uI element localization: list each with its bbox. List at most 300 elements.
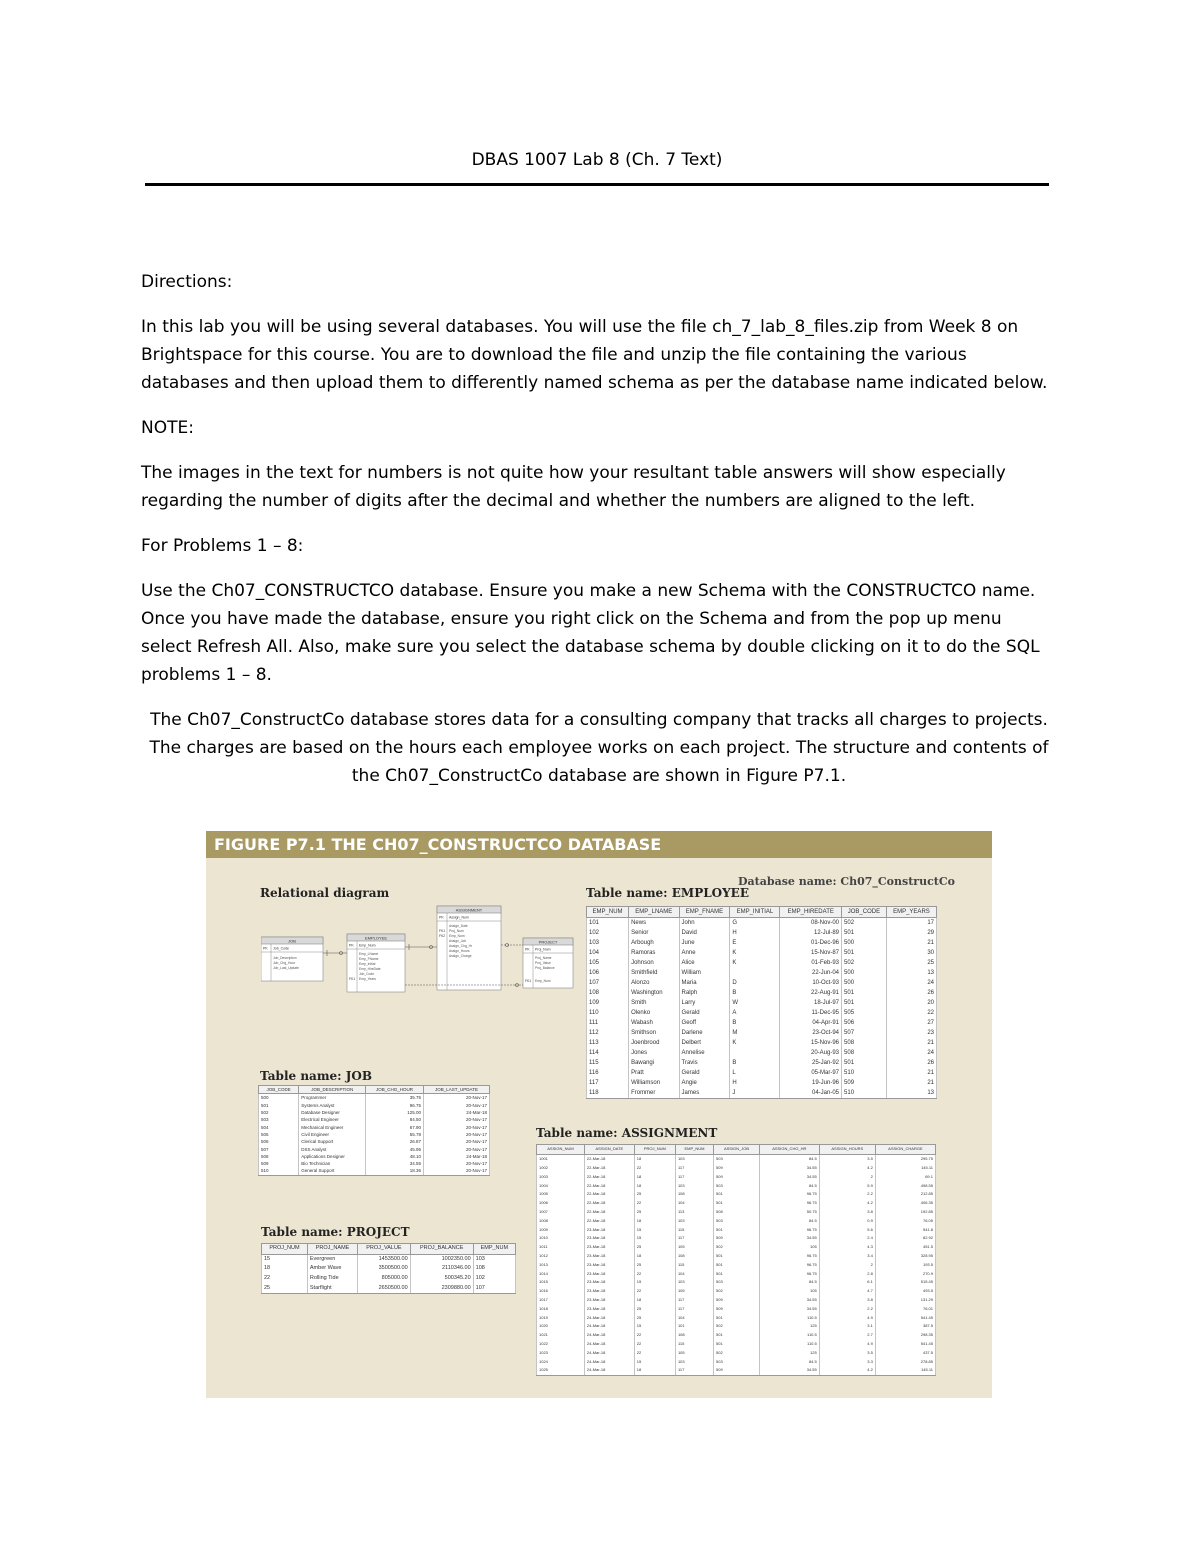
assignment-cell: 503 [714, 1181, 760, 1190]
employee-cell: 22-Jun-04 [780, 968, 842, 978]
assignment-cell: 113 [675, 1208, 713, 1217]
assignment-cell: 103 [675, 1357, 713, 1366]
assignment-column-header: ASSIGN_DATE [584, 1145, 634, 1155]
employee-cell: 21 [886, 1038, 936, 1048]
assignment-cell: 84.5 [759, 1216, 819, 1225]
employee-field: Emp_Years [359, 977, 376, 981]
assignment-cell: 25 [634, 1208, 675, 1217]
assignment-cell: 515.45 [875, 1278, 935, 1287]
employee-cell: 08-Nov-00 [780, 918, 842, 929]
employee-row [587, 1018, 937, 1028]
employee-cell: Olenko [629, 1008, 679, 1018]
employee-cell: Johnson [629, 958, 679, 968]
assignment-cell: 1005 [537, 1190, 585, 1199]
assignment-cell: 22-Mar-18 [584, 1164, 634, 1173]
job-cell: 26.87 [366, 1138, 424, 1145]
employee-cell: 500 [842, 978, 887, 988]
job-cell: Civil Engineer [299, 1131, 366, 1138]
assignment-cell: 18 [634, 1296, 675, 1305]
assignment-cell: 115 [675, 1340, 713, 1349]
assignment-cell: 117 [675, 1366, 713, 1375]
job-cell: 20-Nov-17 [423, 1160, 489, 1167]
assignment-cell: 509 [714, 1304, 760, 1313]
employee-cell: Delbert [679, 1038, 730, 1048]
assignment-cell: 3.5 [819, 1154, 875, 1163]
job-entity-name: JOB [288, 938, 296, 944]
assignment-cell: 2.4 [819, 1234, 875, 1243]
assignment-column-header: ASSIGN_CHG_HR [759, 1145, 819, 1155]
employee-row [587, 1008, 937, 1018]
project-cell: Evergreen [307, 1254, 357, 1264]
assignment-cell: 117 [675, 1304, 713, 1313]
assignment-field: Assign_Charge [449, 954, 472, 958]
project-table-label: Table name: PROJECT [261, 1225, 410, 1239]
assignment-cell: 22-Mar-18 [584, 1199, 634, 1208]
employee-cell: 116 [587, 1068, 629, 1078]
employee-cell: W [730, 998, 780, 1008]
employee-cell: 105 [587, 958, 629, 968]
assignment-row [537, 1252, 936, 1261]
directions-paragraph: In this lab you will be using several databases. You will use the file ch_7_lab_8_files.zip from Week 8 on Brightspace for this course. You are to download the file and unzip the file containing the various databases and then upload them to differently named schema as per the database name indicated below. [141, 317, 1048, 393]
assignment-cell: 22 [634, 1340, 675, 1349]
employee-column-header: EMP_LNAME [629, 907, 679, 918]
employee-cell: 109 [587, 998, 629, 1008]
assignment-cell: 509 [714, 1296, 760, 1305]
assignment-cell: 25 [634, 1190, 675, 1199]
assignment-cell: 3.1 [819, 1322, 875, 1331]
assignment-row [537, 1296, 936, 1305]
assignment-row [537, 1278, 936, 1287]
employee-column-header: EMP_NUM [587, 907, 629, 918]
employee-cell: 15-Nov-87 [780, 948, 842, 958]
assignment-cell: 1021 [537, 1331, 585, 1340]
job-cell: Applications Designer [299, 1153, 366, 1160]
project-cell: 18 [262, 1264, 308, 1274]
assignment-cell: 22-Mar-18 [584, 1216, 634, 1225]
employee-cell: 29 [886, 928, 936, 938]
assignment-cell: 23-Mar-18 [584, 1296, 634, 1305]
job-row [259, 1116, 490, 1123]
assignment-cell: 125 [759, 1348, 819, 1357]
assignment-cell: 18 [634, 1366, 675, 1375]
project-column-header: PROJ_NUM [262, 1244, 308, 1255]
employee-cell: John [679, 918, 730, 929]
employee-cell: 20-Aug-93 [780, 1048, 842, 1058]
assignment-cell: 34.55 [759, 1296, 819, 1305]
assignment-cell: 103 [675, 1216, 713, 1225]
assignment-cell: 541.8 [875, 1225, 935, 1234]
employee-cell: 108 [587, 988, 629, 998]
employee-cell: 501 [842, 998, 887, 1008]
employee-cell: 26 [886, 1058, 936, 1068]
employee-cell: K [730, 1038, 780, 1048]
assignment-cell: 437.5 [875, 1348, 935, 1357]
assignment-cell: 503 [714, 1216, 760, 1225]
assignment-entity [437, 906, 501, 990]
problems-paragraph: Use the Ch07_CONSTRUCTCO database. Ensure you make a new Schema with the CONSTRUCTCO name. Once you have made the database, ensure you right click on the Schema and from the pop up menu select Refresh All. Also, make sure you select the database schema by double clicking on it to do the SQL problems 1 – 8. [141, 581, 1040, 685]
job-pk-field: Job_Code [273, 946, 289, 951]
employee-cell: Bawangi [629, 1058, 679, 1068]
job-cell: General Support [299, 1167, 366, 1175]
job-row [259, 1109, 490, 1116]
employee-cell: 21 [886, 1068, 936, 1078]
assignment-row [537, 1199, 936, 1208]
employee-cell: Smithson [629, 1028, 679, 1038]
job-cell: 507 [259, 1145, 299, 1152]
assignment-cell: 104 [675, 1199, 713, 1208]
employee-pk-key: PK [349, 943, 354, 948]
project-row [262, 1254, 516, 1264]
employee-cell: 01-Feb-93 [780, 958, 842, 968]
employee-cell: 501 [842, 948, 887, 958]
job-row [259, 1167, 490, 1175]
assignment-cell: 2.2 [819, 1190, 875, 1199]
project-cell: 108 [473, 1264, 515, 1274]
employee-cell: 19-Jun-96 [780, 1078, 842, 1088]
assignment-column-header: EMP_NUM [675, 1145, 713, 1155]
job-row [259, 1145, 490, 1152]
assignment-cell: 1006 [537, 1199, 585, 1208]
assignment-cell: 22 [634, 1199, 675, 1208]
assignment-cell: 23-Mar-18 [584, 1287, 634, 1296]
assignment-cell: 131.29 [875, 1296, 935, 1305]
assignment-column-header: ASSIGN_HOURS [819, 1145, 875, 1155]
assignment-cell: 1008 [537, 1216, 585, 1225]
project-row [262, 1274, 516, 1284]
assignment-cell: 117 [675, 1164, 713, 1173]
employee-cell: 103 [587, 938, 629, 948]
assignment-cell: 23-Mar-18 [584, 1243, 634, 1252]
assignment-cell: 105 [759, 1243, 819, 1252]
employee-cell: 505 [842, 1008, 887, 1018]
employee-cell: William [679, 968, 730, 978]
assignment-cell: 509 [714, 1172, 760, 1181]
job-column-header: JOB_CHG_HOUR [366, 1086, 424, 1094]
employee-cell: Angie [679, 1078, 730, 1088]
employee-cell: James [679, 1088, 730, 1099]
employee-cell: 17 [886, 918, 936, 929]
project-cell: 3500500.00 [358, 1264, 411, 1274]
employee-cell: Gerald [679, 1068, 730, 1078]
assignment-cell: 502 [714, 1322, 760, 1331]
assignment-row [537, 1357, 936, 1366]
project-table [261, 1243, 516, 1294]
job-field: Job_Chg_Hour [273, 961, 296, 965]
job-cell: 20-Nov-17 [423, 1116, 489, 1123]
job-cell: 504 [259, 1123, 299, 1130]
employee-cell: Larry [679, 998, 730, 1008]
assignment-cell: 6.1 [819, 1278, 875, 1287]
employee-cell: Annelise [679, 1048, 730, 1058]
employee-row [587, 1068, 937, 1078]
job-cell: 48.10 [366, 1153, 424, 1160]
employee-cell: 509 [842, 1078, 887, 1088]
employee-cell: 508 [842, 1038, 887, 1048]
assignment-column-header: ASSIGN_CHARGE [875, 1145, 935, 1155]
employee-cell: Maria [679, 978, 730, 988]
employee-cell: Frommer [629, 1088, 679, 1099]
employee-cell: 21 [886, 938, 936, 948]
employee-cell: 117 [587, 1078, 629, 1088]
assignment-cell: 25 [634, 1243, 675, 1252]
job-cell: 20-Nov-17 [423, 1138, 489, 1145]
project-fk-key: FK1 [525, 979, 532, 983]
assignment-cell: 328.95 [875, 1252, 935, 1261]
assignment-cell: 5.6 [819, 1225, 875, 1234]
directions-heading: Directions: [141, 272, 233, 292]
job-table-label: Table name: JOB [260, 1069, 373, 1083]
assignment-row [537, 1190, 936, 1199]
employee-cell: 111 [587, 1018, 629, 1028]
project-column-header: PROJ_BALANCE [410, 1244, 473, 1255]
employee-cell: J [730, 1088, 780, 1099]
assignment-cell: 108 [675, 1331, 713, 1340]
employee-cell: 04-Apr-91 [780, 1018, 842, 1028]
job-cell: 34.55 [366, 1160, 424, 1167]
assignment-cell: 15 [634, 1357, 675, 1366]
job-cell: DSS Analyst [299, 1145, 366, 1152]
assignment-cell: 501 [714, 1313, 760, 1322]
employee-cell: 18-Jul-97 [780, 998, 842, 1008]
employee-field: Emp_Initial [359, 962, 376, 966]
job-cell: 67.90 [366, 1123, 424, 1130]
job-field: Job_Description [273, 956, 297, 960]
employee-cell: H [730, 928, 780, 938]
employee-pk-field: Emp_Num [359, 943, 376, 948]
project-cell: Rolling Tide [307, 1274, 357, 1284]
assignment-cell: 22-Mar-18 [584, 1154, 634, 1163]
employee-cell: B [730, 1058, 780, 1068]
project-entity [523, 938, 573, 988]
employee-cell: 114 [587, 1048, 629, 1058]
assignment-cell: 501 [714, 1260, 760, 1269]
assignment-cell: 406.35 [875, 1199, 935, 1208]
assignment-cell: 541.45 [875, 1313, 935, 1322]
assignment-cell: 501 [714, 1331, 760, 1340]
assignment-cell: 2 [819, 1260, 875, 1269]
project-column-header: EMP_NUM [473, 1244, 515, 1255]
assignment-cell: 84.5 [759, 1357, 819, 1366]
employee-cell: 30 [886, 948, 936, 958]
assignment-cell: 3.3 [819, 1357, 875, 1366]
assignment-cell: 23-Mar-18 [584, 1234, 634, 1243]
employee-cell: Darlene [679, 1028, 730, 1038]
assignment-cell: 104 [675, 1269, 713, 1278]
figure-title: FIGURE P7.1 THE CH07_CONSTRUCTCO DATABASE [206, 831, 992, 858]
assignment-cell: 25 [634, 1313, 675, 1322]
job-cell: Electrical Engineer [299, 1116, 366, 1123]
employee-row [587, 998, 937, 1008]
assignment-cell: 84.5 [759, 1181, 819, 1190]
assignment-cell: 18 [634, 1216, 675, 1225]
assignment-cell: 22-Mar-18 [584, 1172, 634, 1181]
assignment-entity-name: ASSIGNMENT [455, 907, 483, 913]
assignment-cell: 502 [714, 1287, 760, 1296]
assignment-cell: 509 [714, 1234, 760, 1243]
assignment-cell: 103 [675, 1154, 713, 1163]
assignment-cell: 34.55 [759, 1366, 819, 1375]
employee-cell: D [730, 978, 780, 988]
assignment-cell: 1011 [537, 1243, 585, 1252]
assignment-cell: 84.5 [759, 1278, 819, 1287]
employee-cell: Geoff [679, 1018, 730, 1028]
employee-cell: 13 [886, 1088, 936, 1099]
assignment-cell: 103 [675, 1181, 713, 1190]
assignment-row [537, 1225, 936, 1234]
employee-table [586, 906, 937, 1099]
assignment-cell: 76.05 [875, 1216, 935, 1225]
job-cell: 510 [259, 1167, 299, 1175]
assignment-cell: 145.11 [875, 1366, 935, 1375]
assignment-cell: 541.45 [875, 1340, 935, 1349]
assignment-cell: 34.55 [759, 1172, 819, 1181]
assignment-cell: 110.5 [759, 1331, 819, 1340]
employee-cell: News [629, 918, 679, 929]
assignment-cell: 2.7 [819, 1331, 875, 1340]
assignment-cell: 82.92 [875, 1234, 935, 1243]
job-cell: 84.50 [366, 1116, 424, 1123]
employee-cell: Alice [679, 958, 730, 968]
employee-row [587, 1058, 937, 1068]
assignment-cell: 24-Mar-18 [584, 1357, 634, 1366]
project-pk-field: Proj_Num [535, 947, 551, 952]
assignment-cell: 498.55 [875, 1181, 935, 1190]
employee-row [587, 1028, 937, 1038]
assignment-cell: 3.8 [819, 1208, 875, 1217]
assignment-cell: 1016 [537, 1287, 585, 1296]
job-row [259, 1138, 490, 1145]
assignment-pk-field: Assign_Num [449, 915, 469, 920]
employee-cell: Smith [629, 998, 679, 1008]
project-cell: 2110346.00 [410, 1264, 473, 1274]
employee-row [587, 1088, 937, 1099]
assignment-cell: 24-Mar-18 [584, 1340, 634, 1349]
assignment-cell: 1014 [537, 1269, 585, 1278]
employee-cell: 22 [886, 1008, 936, 1018]
assignment-cell: 501 [714, 1252, 760, 1261]
assignment-cell: 5.9 [819, 1181, 875, 1190]
assignment-row [537, 1243, 936, 1252]
assignment-cell: 508 [714, 1208, 760, 1217]
header-rule [145, 183, 1049, 186]
job-cell: 20-Nov-17 [423, 1094, 489, 1102]
assignment-cell: 22 [634, 1348, 675, 1357]
project-cell: 2650500.00 [358, 1283, 411, 1293]
assignment-cell: 117 [675, 1234, 713, 1243]
job-cell: 20-Nov-17 [423, 1167, 489, 1175]
employee-cell: 501 [842, 1058, 887, 1068]
assignment-cell: 50.75 [759, 1208, 819, 1217]
job-table [258, 1085, 490, 1176]
assignment-cell: 18 [634, 1252, 675, 1261]
assignment-cell: 22 [634, 1287, 675, 1296]
employee-cell: Arbough [629, 938, 679, 948]
assignment-cell: 278.85 [875, 1357, 935, 1366]
assignment-cell: 23-Mar-18 [584, 1269, 634, 1278]
assignment-cell: 15 [634, 1322, 675, 1331]
assignment-cell: 1017 [537, 1296, 585, 1305]
assignment-row [537, 1304, 936, 1313]
project-cell: Amber Wave [307, 1264, 357, 1274]
job-column-header: JOB_DESCRIPTION [299, 1086, 366, 1094]
assignment-row [537, 1287, 936, 1296]
assignment-cell: 1020 [537, 1322, 585, 1331]
assignment-cell: 34.55 [759, 1234, 819, 1243]
assignment-cell: 22-Mar-18 [584, 1208, 634, 1217]
assignment-cell: 1009 [537, 1225, 585, 1234]
assignment-cell: 295.75 [875, 1154, 935, 1163]
assignment-cell: 115 [675, 1260, 713, 1269]
project-column-header: PROJ_VALUE [358, 1244, 411, 1255]
employee-row [587, 968, 937, 978]
project-field: Emp_Num [535, 979, 551, 983]
job-cell: 501 [259, 1102, 299, 1109]
job-cell: 20-Nov-17 [423, 1123, 489, 1130]
assignment-row [537, 1331, 936, 1340]
assignment-cell: 501 [714, 1225, 760, 1234]
employee-row [587, 1038, 937, 1048]
employee-cell: Joenbrood [629, 1038, 679, 1048]
assignment-cell: 3.5 [819, 1348, 875, 1357]
employee-cell: G [730, 918, 780, 929]
project-cell: 25 [262, 1283, 308, 1293]
employee-cell: K [730, 958, 780, 968]
project-row [262, 1283, 516, 1293]
assignment-cell: 108 [675, 1252, 713, 1261]
assignment-cell: 3.8 [819, 1296, 875, 1305]
assignment-cell: 1007 [537, 1208, 585, 1217]
job-cell: 35.75 [366, 1094, 424, 1102]
assignment-cell: 18 [634, 1154, 675, 1163]
employee-cell: June [679, 938, 730, 948]
employee-cell: 12-Jul-89 [780, 928, 842, 938]
assignment-cell: 105 [759, 1287, 819, 1296]
assignment-row [537, 1181, 936, 1190]
assignment-row [537, 1340, 936, 1349]
assignment-cell: 509 [714, 1164, 760, 1173]
employee-cell: Washington [629, 988, 679, 998]
assignment-cell: 96.75 [759, 1225, 819, 1234]
assignment-table-label: Table name: ASSIGNMENT [536, 1126, 718, 1140]
employee-cell: 27 [886, 1018, 936, 1028]
assignment-field: Assign_Job [449, 939, 467, 943]
employee-cell: 23-Oct-94 [780, 1028, 842, 1038]
employee-cell: B [730, 1018, 780, 1028]
employee-cell: 24 [886, 978, 936, 988]
assignment-cell: 1013 [537, 1260, 585, 1269]
job-row [259, 1131, 490, 1138]
job-row [259, 1153, 490, 1160]
assignment-cell: 117 [675, 1172, 713, 1181]
assignment-cell: 2 [819, 1172, 875, 1181]
employee-cell: 24 [886, 1048, 936, 1058]
assignment-cell: 25 [634, 1304, 675, 1313]
employee-cell: 115 [587, 1058, 629, 1068]
employee-cell: 502 [842, 918, 887, 929]
employee-cell: 22-Aug-91 [780, 988, 842, 998]
job-cell: 96.75 [366, 1102, 424, 1109]
employee-cell: 21 [886, 1078, 936, 1088]
job-cell: 506 [259, 1138, 299, 1145]
note-paragraph: The images in the text for numbers is not quite how your resultant table answers will show especially regarding the number of digits after the decimal and whether the numbers are aligned to the left. [141, 463, 1006, 511]
assignment-cell: 501 [714, 1190, 760, 1199]
job-cell: 505 [259, 1131, 299, 1138]
job-cell: 502 [259, 1109, 299, 1116]
job-cell: 24-Mar-18 [423, 1153, 489, 1160]
employee-cell: Travis [679, 1058, 730, 1068]
assignment-cell: 1002 [537, 1164, 585, 1173]
database-name: Database name: Ch07_ConstructCo [738, 875, 955, 888]
